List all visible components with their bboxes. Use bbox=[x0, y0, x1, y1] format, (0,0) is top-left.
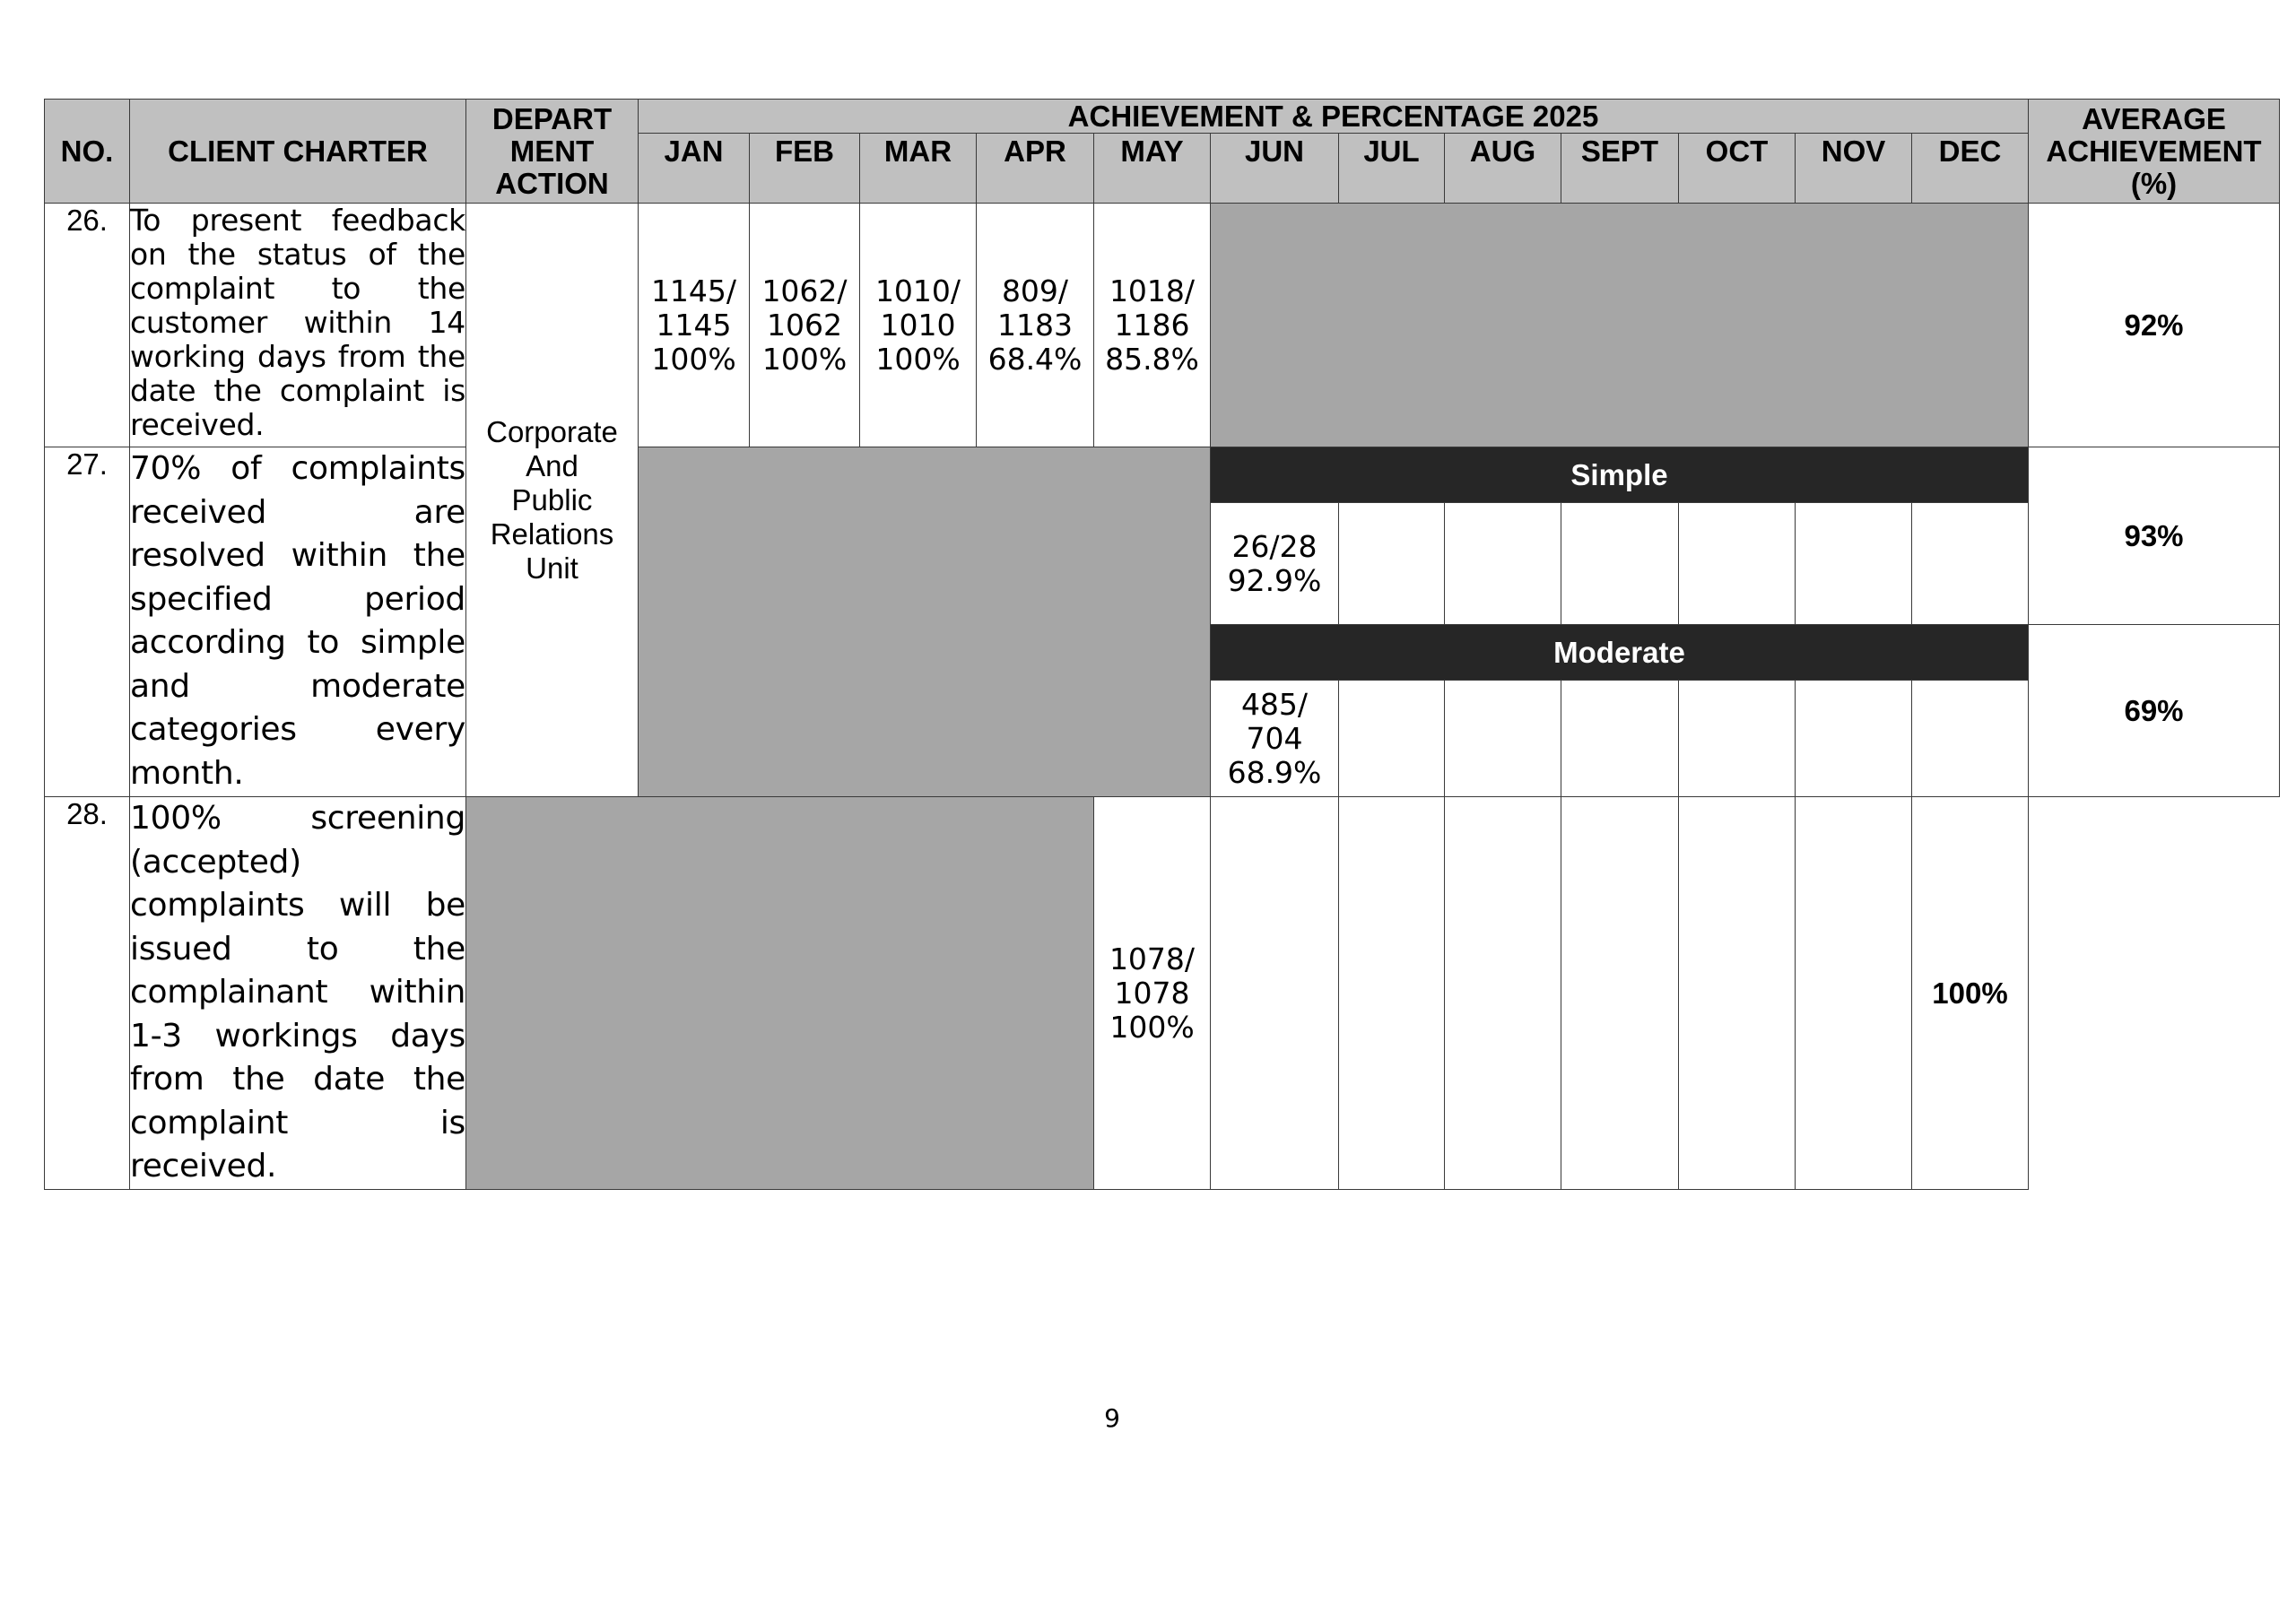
header-client-charter: CLIENT CHARTER bbox=[130, 100, 466, 204]
header-month-oct: OCT bbox=[1679, 134, 1796, 204]
value-apr: 809/ 1183 68.4% bbox=[977, 204, 1094, 447]
average-value: 92% bbox=[2029, 204, 2280, 447]
charter-description: 100% screening (accepted) complaints will be issued to the complainant within 1-3 workings days from the date the complaint is received. bbox=[130, 797, 466, 1190]
empty-cell bbox=[1339, 797, 1445, 1190]
header-month-jul: JUL bbox=[1339, 134, 1445, 204]
header-month-dec: DEC bbox=[1912, 134, 2029, 204]
client-charter-table bbox=[44, 99, 2280, 1190]
charter-description: 70% of complaints received are resolved within the specified period according to simple and moderate categories every month. bbox=[130, 447, 466, 797]
average-value-simple: 93% bbox=[2029, 447, 2280, 625]
shaded-cell bbox=[466, 797, 1094, 1190]
header-no: NO. bbox=[45, 100, 130, 204]
table-row bbox=[45, 204, 2280, 447]
row-number: 28. bbox=[45, 797, 130, 1190]
header-month-sept: SEPT bbox=[1561, 134, 1679, 204]
header-month-jan: JAN bbox=[639, 134, 750, 204]
empty-cell bbox=[1912, 681, 2029, 797]
header-average-achievement: AVERAGE ACHIEVEMENT (%) bbox=[2029, 100, 2280, 204]
empty-cell bbox=[1561, 681, 1679, 797]
charter-description: To present feedback on the status of the complaint to the customer within 14 working days from the date the complaint is received. bbox=[130, 204, 466, 447]
average-value: 100% bbox=[1912, 797, 2029, 1190]
average-value-moderate: 69% bbox=[2029, 625, 2280, 797]
empty-cell bbox=[1561, 797, 1679, 1190]
header-month-jun: JUN bbox=[1211, 134, 1339, 204]
header-month-aug: AUG bbox=[1445, 134, 1561, 204]
header-month-feb: FEB bbox=[750, 134, 860, 204]
header-month-mar: MAR bbox=[860, 134, 977, 204]
table-row bbox=[45, 447, 2280, 503]
row-number: 26. bbox=[45, 204, 130, 447]
value-jun: 1078/ 1078 100% bbox=[1094, 797, 1211, 1190]
empty-cell bbox=[1679, 797, 1796, 1190]
value-mar: 1010/ 1010 100% bbox=[860, 204, 977, 447]
category-simple-label: Simple bbox=[1211, 447, 2029, 503]
department-action-cell: Corporate And Public Relations Unit bbox=[466, 204, 639, 797]
empty-cell bbox=[1679, 503, 1796, 625]
empty-cell bbox=[1796, 681, 1912, 797]
page-number: 9 bbox=[1104, 1403, 1120, 1433]
value-feb: 1062/ 1062 100% bbox=[750, 204, 860, 447]
table-row bbox=[45, 797, 2280, 1190]
shaded-cell bbox=[639, 447, 1211, 797]
empty-cell bbox=[1561, 503, 1679, 625]
value-may: 1018/ 1186 85.8% bbox=[1094, 204, 1211, 447]
value-jun-simple: 26/28 92.9% bbox=[1211, 503, 1339, 625]
header-month-apr: APR bbox=[977, 134, 1094, 204]
empty-cell bbox=[1445, 681, 1561, 797]
header-month-nov: NOV bbox=[1796, 134, 1912, 204]
value-jan: 1145/ 1145 100% bbox=[639, 204, 750, 447]
empty-cell bbox=[1339, 503, 1445, 625]
header-achievement: ACHIEVEMENT & PERCENTAGE 2025 bbox=[639, 100, 2029, 134]
empty-cell bbox=[1211, 797, 1339, 1190]
category-moderate-label: Moderate bbox=[1211, 625, 2029, 681]
shaded-cell bbox=[1211, 204, 2029, 447]
empty-cell bbox=[1339, 681, 1445, 797]
header-department-action: DEPART MENT ACTION bbox=[466, 100, 639, 204]
row-number: 27. bbox=[45, 447, 130, 797]
empty-cell bbox=[1796, 503, 1912, 625]
empty-cell bbox=[1445, 503, 1561, 625]
empty-cell bbox=[1912, 503, 2029, 625]
header-month-may: MAY bbox=[1094, 134, 1211, 204]
empty-cell bbox=[1445, 797, 1561, 1190]
empty-cell bbox=[1796, 797, 1912, 1190]
value-jun-moderate: 485/ 704 68.9% bbox=[1211, 681, 1339, 797]
empty-cell bbox=[1679, 681, 1796, 797]
